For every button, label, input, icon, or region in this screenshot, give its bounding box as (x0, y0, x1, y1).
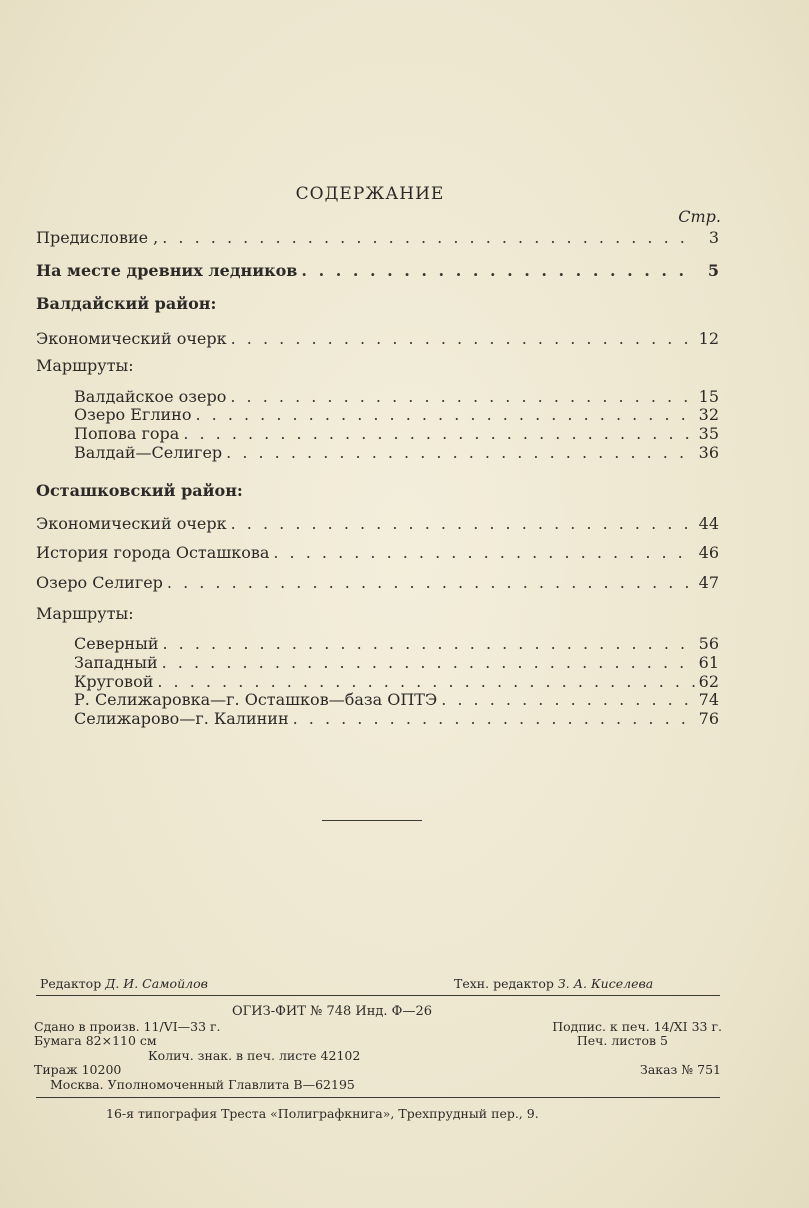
editor-name: Д. И. Самойлов (105, 976, 208, 991)
divider (36, 995, 720, 996)
toc-leader-dots (230, 387, 694, 407)
toc-entry-valdai-econ[interactable] (36, 329, 719, 349)
page-title: СОДЕРЖАНИЕ (295, 184, 445, 204)
toc-leader-dots (231, 329, 695, 349)
toc-entry-label: На месте древних ледников (36, 261, 298, 280)
typography-line: 16-я типография Треста «Полиграфкнига», Трехпрудный пер., 9. (106, 1106, 539, 1121)
toc-entry-glaciers[interactable] (36, 261, 719, 281)
bumaga-line: Бумага 82×110 см (34, 1033, 157, 1048)
tirazh-line: Тираж 10200 (34, 1062, 122, 1077)
moskva-line: Москва. Уполномоченный Главлита В—62195 (50, 1077, 355, 1092)
toc-entry-label: Валдайское озеро (74, 387, 227, 406)
toc-entry-label: Предисловие , (36, 228, 159, 247)
routes-label-valdai: Маршруты: (36, 356, 134, 375)
tech-editor-name: З. А. Киселева (557, 976, 654, 991)
toc-entry-page: 46 (698, 543, 719, 562)
toc-entry-page: 61 (698, 653, 719, 672)
editor-label: Редактор (40, 976, 102, 991)
toc-entry-label: Валдай—Селигер (74, 443, 223, 462)
toc-entry-page: 47 (698, 573, 719, 592)
toc-entry-page: 12 (698, 329, 719, 348)
toc-entry-seliger[interactable] (36, 573, 719, 593)
toc-entry-route[interactable] (74, 424, 719, 444)
zakaz-line: Заказ № 751 (640, 1062, 721, 1077)
toc-entry-route[interactable] (74, 709, 719, 729)
divider (36, 1097, 720, 1098)
toc-entry-ostashkov-econ[interactable] (36, 514, 719, 534)
toc-entry-label: История города Осташкова (36, 543, 270, 562)
toc-leader-dots (195, 405, 694, 425)
tech-editor-credit (454, 976, 653, 991)
toc-entry-label: Северный (74, 634, 159, 653)
toc-entry-page: 35 (698, 424, 719, 443)
toc-entry-preface[interactable] (36, 228, 719, 248)
toc-entry-page: 32 (698, 405, 719, 424)
toc-entry-route[interactable] (74, 672, 719, 692)
editor-credit (40, 976, 208, 991)
toc-entry-label: Озеро Селигер (36, 573, 163, 592)
toc-entry-page: 5 (707, 261, 719, 280)
routes-label-ostashkov: Маршруты: (36, 604, 134, 623)
section-heading-ostashkov: Осташковский район: (36, 481, 243, 500)
toc-entry-page: 3 (708, 228, 719, 247)
toc-entry-label: Экономический очерк (36, 514, 227, 533)
podpis-line: Подпис. к печ. 14/XI 33 г. (552, 1019, 722, 1034)
toc-leader-dots (273, 543, 694, 563)
divider (322, 820, 422, 821)
toc-entry-route[interactable] (74, 443, 719, 463)
toc-leader-dots (226, 443, 694, 463)
toc-leader-dots (231, 514, 695, 534)
tech-editor-label: Техн. редактор (454, 976, 554, 991)
ogiz-line: ОГИЗ-ФИТ № 748 Инд. Ф—26 (232, 1004, 433, 1019)
toc-entry-route[interactable] (74, 387, 719, 407)
toc-entry-label: Попова гора (74, 424, 180, 443)
toc-leader-dots (163, 634, 695, 654)
toc-entry-page: 76 (698, 709, 719, 728)
toc-entry-page: 74 (698, 690, 719, 709)
toc-entry-label: Экономический очерк (36, 329, 227, 348)
toc-entry-label: Р. Селижаровка—г. Осташков—база ОПТЭ (74, 690, 438, 709)
page-column-label: Стр. (678, 207, 721, 226)
toc-leader-dots (162, 653, 695, 673)
toc-leader-dots (441, 690, 694, 710)
toc-leader-dots (162, 228, 697, 248)
toc-entry-label: Селижарово—г. Калинин (74, 709, 289, 728)
kolich-line: Колич. знак. в печ. листе 42102 (148, 1048, 361, 1063)
toc-leader-dots (183, 424, 694, 444)
toc-leader-dots (293, 709, 695, 729)
toc-leader-dots (167, 573, 695, 593)
toc-entry-route[interactable] (74, 634, 719, 654)
toc-leader-dots (301, 261, 697, 281)
pech-listov-line: Печ. листов 5 (576, 1033, 668, 1048)
toc-entry-label: Круговой (74, 672, 154, 691)
toc-entry-label: Западный (74, 653, 158, 672)
toc-entry-route[interactable] (74, 653, 719, 673)
section-heading-valdai: Валдайский район: (36, 294, 217, 313)
toc-entry-label: Озеро Еглино (74, 405, 192, 424)
toc-leader-dots (157, 672, 694, 692)
toc-entry-page: 56 (698, 634, 719, 653)
toc-entry-page: 15 (698, 387, 719, 406)
sdano-line: Сдано в произв. 11/VI—33 г. (34, 1019, 221, 1034)
toc-entry-page: 62 (698, 672, 719, 691)
toc-entry-page: 36 (698, 443, 719, 462)
toc-entry-history[interactable] (36, 543, 719, 563)
toc-entry-route[interactable] (74, 690, 719, 710)
toc-entry-route[interactable] (74, 405, 719, 425)
toc-entry-page: 44 (698, 514, 719, 533)
